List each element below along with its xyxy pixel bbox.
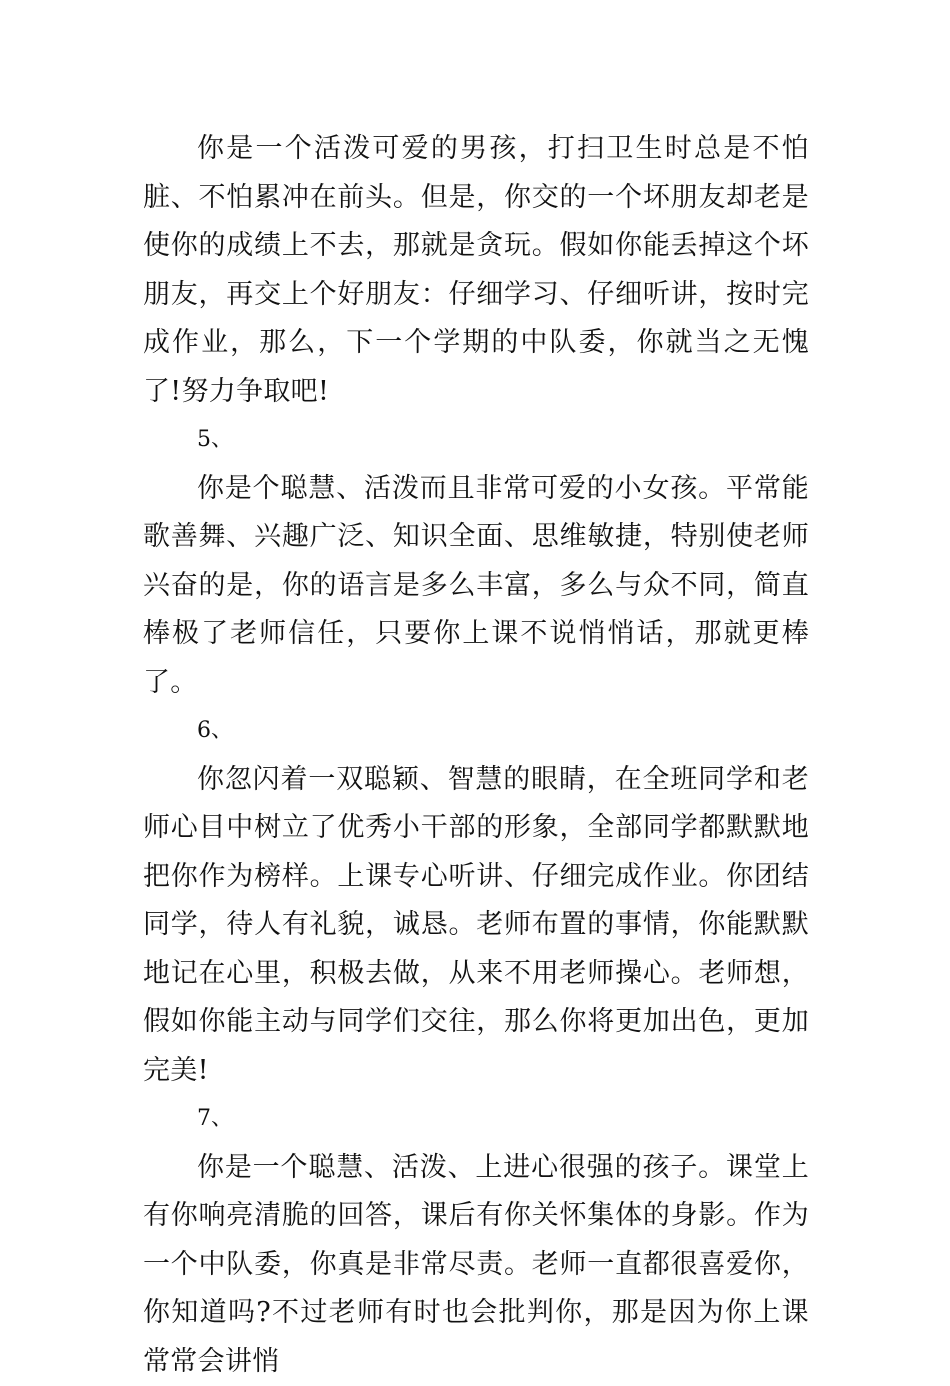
paragraph: 你是一个聪慧、活泼、上进心很强的孩子。课堂上有你响亮清脆的回答，课后有你关怀集体的身影。作为一个中队委，你真是非常尽责。老师一直都很喜爱你，你知道吗?不过老师有时也会批判你，那是因为你上课常常会讲悄 [143, 1144, 809, 1386]
paragraph: 你是个聪慧、活泼而且非常可爱的小女孩。平常能歌善舞、兴趣广泛、知识全面、思维敏捷，特别使老师兴奋的是，你的语言是多么丰富，多么与众不同，简直棒极了老师信任，只要你上课不说悄悄话，那就更棒了。 [143, 465, 809, 708]
item-number: 7、 [143, 1095, 809, 1144]
item-number: 5、 [143, 416, 809, 465]
paragraph: 你是一个活泼可爱的男孩，打扫卫生时总是不怕脏、不怕累冲在前头。但是，你交的一个坏朋友却老是使你的成绩上不去，那就是贪玩。假如你能丢掉这个坏朋友，再交上个好朋友：仔细学习、仔细听讲，按时完成作业，那么，下一个学期的中队委，你就当之无愧了!努力争取吧! [143, 125, 809, 416]
item-number: 6、 [143, 707, 809, 756]
paragraph: 你忽闪着一双聪颖、智慧的眼睛，在全班同学和老师心目中树立了优秀小干部的形象，全部同学都默默地把你作为榜样。上课专心听讲、仔细完成作业。你团结同学，待人有礼貌，诚恳。老师布置的事情，你能默默地记在心里，积极去做，从来不用老师操心。老师想，假如你能主动与同学们交往，那么你将更加出色，更加完美! [143, 756, 809, 1096]
document-body [143, 125, 809, 1386]
